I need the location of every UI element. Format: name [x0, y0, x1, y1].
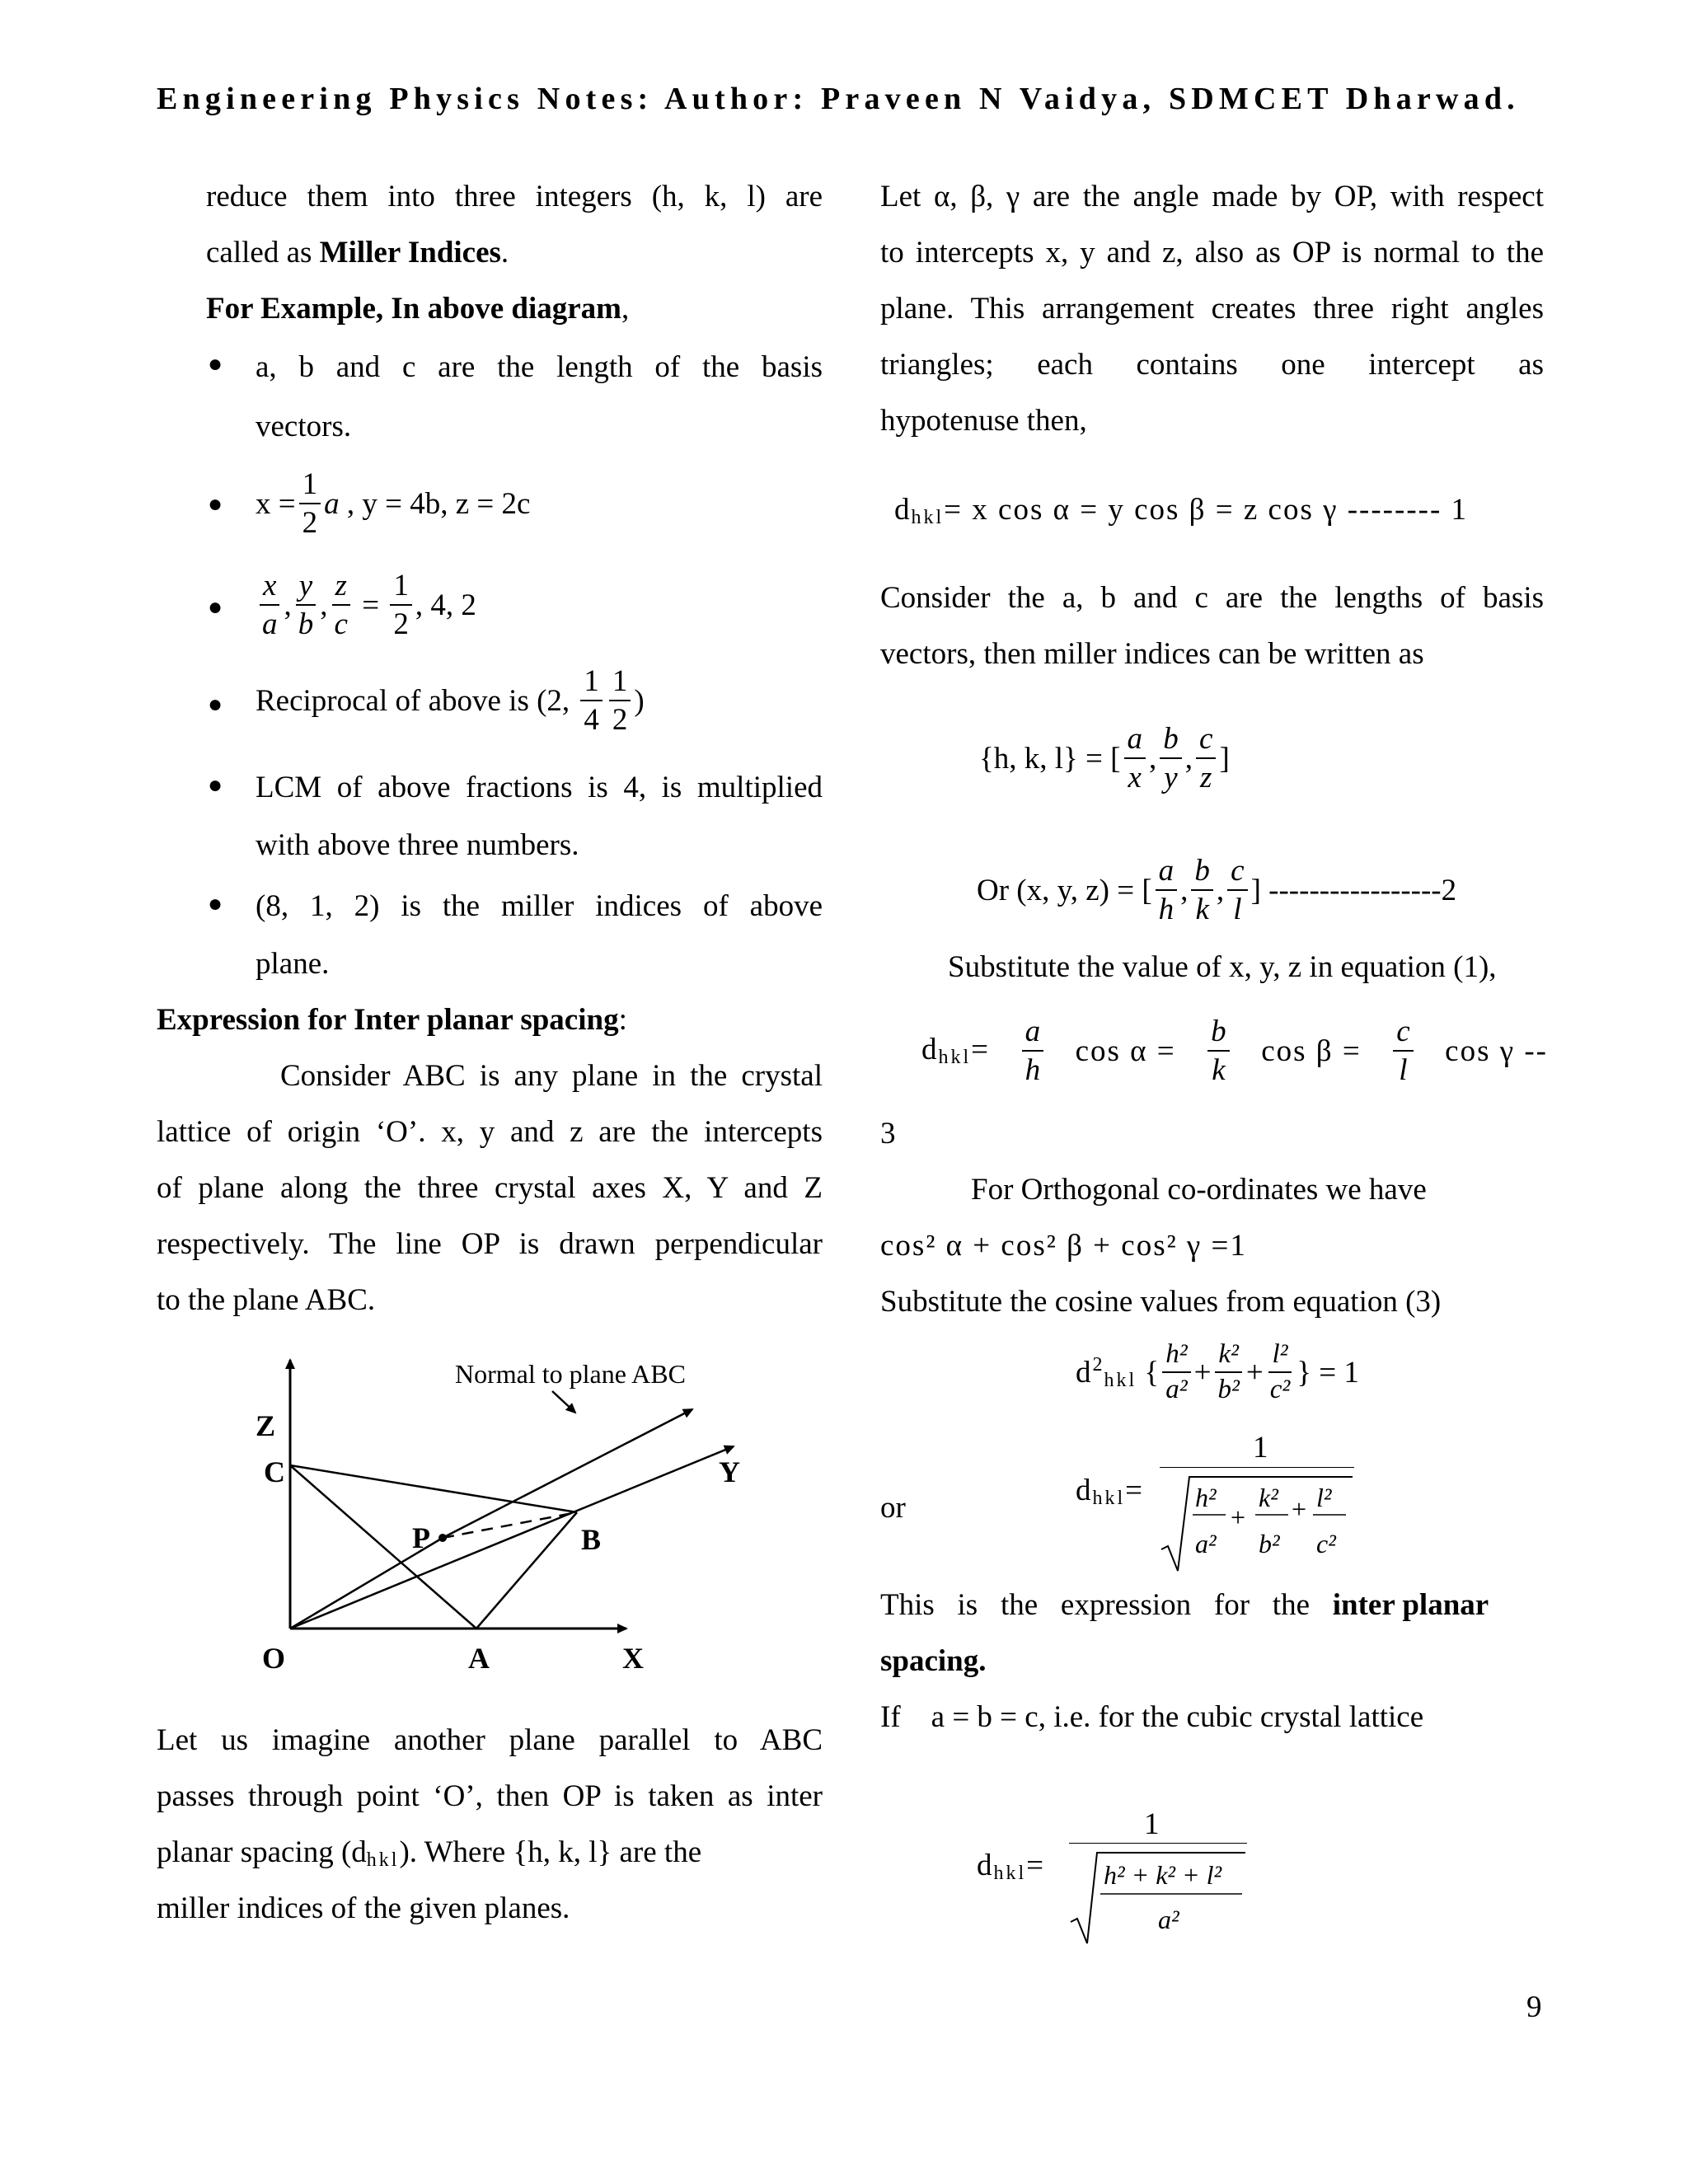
fraction: $\frac{1}{2}$ — [299, 469, 321, 538]
expression-line-1: This is the expression for the inter planar — [880, 1588, 1489, 1622]
bullet-6-line-2: plane. — [256, 947, 330, 981]
or-label: or — [880, 1491, 906, 1525]
equation-5-lhs: $d_{hkl}=$ — [1076, 1474, 1145, 1509]
equation-3: $d_{hkl}=$ $\frac{a}{h}$ cos α = $\frac{b}{k}$ cos β = $\frac{c}{l}$ cos γ -- — [921, 1015, 1548, 1087]
svg-text:a²: a² — [1158, 1905, 1179, 1934]
right-line-5: hypotenuse then, — [880, 404, 1087, 438]
equation-2: Or (x, y, z) = [ $\frac{a}{h}$ , $\frac{b}{k}$ , $\frac{c}{l}$ ] -----------------2 — [977, 854, 1457, 926]
intro-line-1: reduce them into three integers (h, k, l) are — [206, 180, 823, 213]
bullet-dot: ● — [208, 691, 223, 718]
right-line-2: to intercepts x, y and z, also as OP is normal to the — [880, 236, 1544, 269]
label-x: X — [622, 1642, 644, 1675]
svg-text:k²: k² — [1259, 1483, 1278, 1512]
bullet-1-line-2: vectors. — [256, 410, 352, 443]
bullet-1-line-1: a, b and c are the length of the basis — [256, 350, 823, 384]
svg-text:b²: b² — [1259, 1529, 1280, 1558]
svg-text:a²: a² — [1195, 1529, 1217, 1558]
orthogonal-line: For Orthogonal co-ordinates we have — [971, 1173, 1427, 1207]
bullet-dot: ● — [208, 593, 223, 621]
para1-line-2: lattice of origin ‘O’. x, y and z are the intercepts — [157, 1115, 823, 1149]
para1-line-4: respectively. The line OP is drawn perpendicular — [157, 1227, 823, 1261]
bullet-2-equation: x = $\frac{1}{2}$ a , y = 4b, z = 2c — [256, 467, 531, 540]
page-header: Engineering Physics Notes: Author: Praveen N Vaidya, SDMCET Dharwad. — [157, 82, 1520, 116]
bullet-3-equation: $\frac{x}{a}$ , $\frac{y}{b}$ , $\frac{z}{c}$ = $\frac{1}{2}$ , 4, 2 — [256, 565, 476, 644]
svg-text:+: + — [1292, 1494, 1307, 1524]
expression-line-2: spacing. — [880, 1644, 987, 1678]
miller-plane-diagram — [247, 1343, 791, 1690]
example-heading: For Example, In above diagram, — [206, 292, 630, 326]
label-b: B — [581, 1523, 602, 1556]
bullet-dot: ● — [208, 490, 223, 518]
if-line: If a = b = c, i.e. for the cubic crystal lattice — [880, 1700, 1424, 1734]
para1-line-3: of plane along the three crystal axes X, Y and Z — [157, 1171, 823, 1205]
equation-6-lhs: $d_{hkl}=$ — [977, 1849, 1046, 1884]
substitute-line-2: Substitute the cosine values from equation (3) — [880, 1285, 1442, 1319]
bullet-5-line-2: with above three numbers. — [256, 828, 579, 862]
normal-label: Normal to plane ABC — [455, 1359, 686, 1389]
svg-text:+: + — [1231, 1502, 1246, 1532]
consider-line-1: Consider the a, b and c are the lengths of basis — [880, 581, 1544, 615]
label-a: A — [468, 1642, 490, 1675]
bullet-dot: ● — [208, 890, 223, 917]
normal-line — [443, 1409, 692, 1538]
right-line-1: Let α, β, γ are the angle made by OP, with respect — [880, 180, 1544, 213]
label-c: C — [264, 1455, 285, 1488]
right-line-4: triangles; each contains one intercept as — [880, 348, 1544, 382]
edge-ba — [476, 1512, 577, 1629]
equation-3-number: 3 — [880, 1117, 896, 1151]
label-o: O — [262, 1642, 286, 1675]
equation-6-radical — [1067, 1843, 1249, 1946]
consider-line-2: vectors, then miller indices can be written as — [880, 637, 1424, 671]
label-pointer-arrow — [552, 1391, 575, 1413]
page-number: 9 — [1526, 1990, 1542, 2024]
para2-line-1: Let us imagine another plane parallel to ABC — [157, 1723, 823, 1757]
bullet-6-line-1: (8, 1, 2) is the miller indices of above — [256, 889, 823, 923]
substitute-line-1: Substitute the value of x, y, z in equation (1), — [948, 950, 1497, 984]
equation-1: $d_{hkl}= x$ cos α = y cos β = z cos γ -------- 1 — [894, 493, 1469, 528]
right-line-3: plane. This arrangement creates three right angles — [880, 292, 1544, 326]
label-y: Y — [719, 1455, 740, 1488]
bullet-5-line-1: LCM of above fractions is 4, is multiplied — [256, 771, 823, 804]
bullet-dot: ● — [208, 350, 223, 377]
label-z: Z — [256, 1409, 276, 1442]
point-p — [438, 1534, 447, 1542]
y-axis — [290, 1446, 734, 1629]
equation-5-radical — [1158, 1467, 1356, 1574]
para2-line-2: passes through point ‘O’, then OP is taken as inter — [157, 1779, 823, 1813]
section-heading: Expression for Inter planar spacing: — [157, 1003, 627, 1037]
intro-line-2: called as Miller Indices. — [206, 236, 509, 269]
edge-cb — [290, 1465, 577, 1512]
edge-ca — [290, 1465, 476, 1629]
equation-4: $d^2_{hkl}$ { $\frac{\text{h²}}{\text{a²}}$ + $\frac{\text{k²}}{\text{b²}}$ + $\frac{\text{l²}}{\text{c²}}$ } = 1 — [1076, 1339, 1359, 1404]
para2-line-3: planar spacing $(d_{hkl})$. Where {h, k, l} are the — [157, 1835, 702, 1871]
svg-text:h² + k² + l²: h² + k² + l² — [1104, 1860, 1222, 1890]
para1-line-1: Consider ABC is any plane in the crystal — [280, 1059, 823, 1093]
para2-line-4: miller indices of the given planes. — [157, 1891, 570, 1925]
miller-set-equation: {h, k, l} = [ $\frac{a}{x}$ , $\frac{b}{y}$ , $\frac{c}{z}$ ] — [979, 722, 1230, 794]
para1-line-5: to the plane ABC. — [157, 1283, 376, 1317]
svg-text:c²: c² — [1316, 1529, 1336, 1558]
bullet-dot: ● — [208, 771, 223, 799]
bullet-4-reciprocal: Reciprocal of above is (2, $\frac{1}{4}$ $\frac{1}{2}$ ) — [256, 664, 645, 737]
svg-text:h²: h² — [1195, 1483, 1217, 1512]
svg-text:l²: l² — [1316, 1483, 1332, 1512]
cos-sum-equation: cos² α + cos² β + cos² γ =1 — [880, 1229, 1247, 1263]
equation-6-numerator: 1 — [1144, 1807, 1160, 1841]
label-p: P — [412, 1521, 430, 1554]
equation-5-numerator: 1 — [1253, 1431, 1268, 1465]
